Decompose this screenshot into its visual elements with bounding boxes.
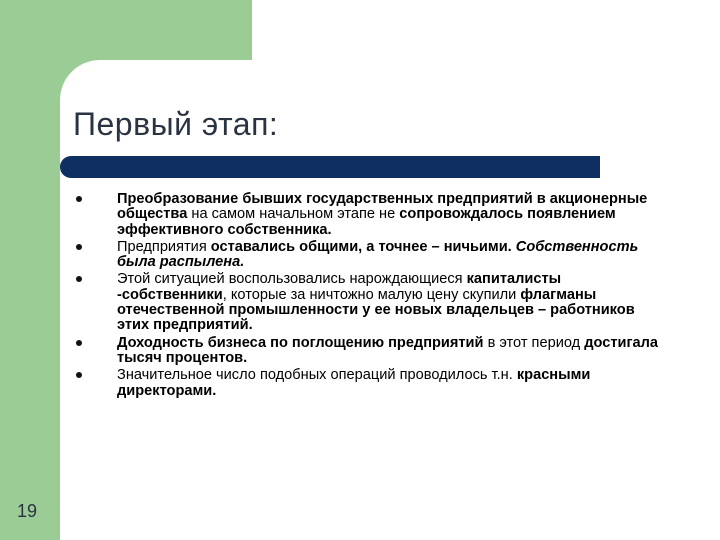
title-underline-bar: [60, 156, 600, 178]
bullet-dot-icon: [76, 276, 82, 282]
text-segment: капиталисты -собственники: [117, 271, 562, 303]
text-segment: Значительное число подобных операций проводилось т.н.: [117, 367, 517, 384]
bullet-text: [117, 271, 635, 333]
text-segment: , которые за ничтожно малую цену скупили: [222, 286, 521, 303]
text-segment: на самом начальном этапе не: [187, 206, 400, 223]
text-segment: сопровождалось появлением эффективного собственника.: [117, 206, 616, 238]
bullet-item: [76, 240, 666, 271]
text-segment: флагманы отечественной промышленности у ее новых владельцев – работников этих предприятий.: [117, 286, 635, 334]
bullet-dot-icon: [76, 244, 82, 250]
bullet-dot-icon: [76, 196, 82, 202]
page-number: 19: [17, 501, 38, 521]
text-segment: достигала тысяч процентов.: [117, 334, 659, 366]
text-segment: Предприятия: [117, 238, 211, 255]
text-segment: Этой ситуацией воспользовались нарождающиеся: [117, 271, 467, 288]
bullet-item: [76, 336, 666, 367]
slide-title: Первый этап:: [73, 106, 279, 142]
text-segment: в этот период: [483, 334, 585, 351]
bullet-item: [76, 192, 666, 238]
bullet-item: [76, 368, 666, 399]
bullet-dot-icon: [76, 340, 82, 346]
bullet-dot-icon: [76, 372, 82, 378]
bullet-item: [76, 272, 666, 333]
bullet-text: [117, 239, 638, 270]
bullet-text: [117, 191, 647, 238]
bullet-text: [117, 335, 658, 366]
text-segment: Собственность была распылена.: [117, 238, 639, 271]
bullet-list: [76, 192, 666, 401]
text-segment: Доходность бизнеса по поглощению предприятий: [117, 334, 484, 351]
bullet-text: [117, 367, 590, 398]
text-segment: Преобразование бывших государственных предприятий в акционерные общества: [117, 191, 648, 223]
text-segment: красными директорами.: [117, 367, 591, 399]
text-segment: оставались общими, а точнее – ничьими.: [210, 238, 512, 255]
